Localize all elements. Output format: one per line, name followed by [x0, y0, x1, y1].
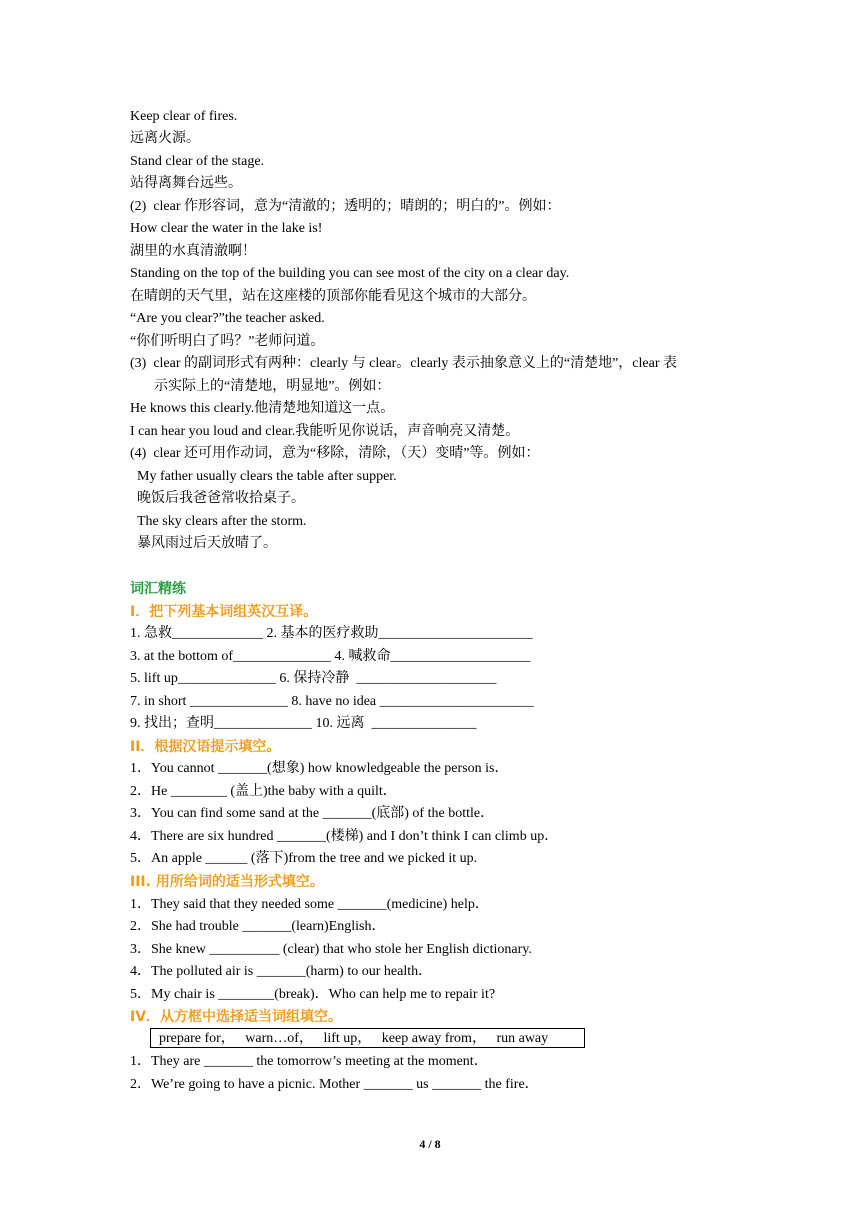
text-line: (2) clear 作形容词，意为“清澈的；透明的；晴朗的；明白的”。例如：	[130, 199, 561, 214]
exercise-item: 4．The polluted air is _______(harm) to our health．	[130, 964, 433, 979]
exercise-item: 1. 急救_____________ 2. 基本的医疗救助______________________	[130, 626, 533, 641]
text-line: My father usually clears the table after supper.	[137, 469, 397, 484]
page-number: 4 / 8	[419, 1137, 441, 1151]
section-title: 词汇精练	[130, 581, 186, 597]
text-line: 示实际上的“清楚地，明显地”。例如：	[154, 379, 391, 394]
text-line: 晚饭后我爸爸常收拾桌子。	[137, 491, 305, 506]
text-line: Keep clear of fires.	[130, 109, 238, 124]
exercise-item: 9. 找出；查明______________ 10. 远离 _______________	[130, 716, 477, 731]
part3-heading: III. 用所给词的适当形式填空。	[130, 874, 324, 890]
exercise-item: 1．You cannot _______(想象) how knowledgeable the person is．	[130, 761, 509, 776]
text-line: Standing on the top of the building you can see most of the city on a clear day.	[130, 266, 570, 281]
exercise-item: 3．You can find some sand at the _______(底部) of the bottle．	[130, 806, 495, 821]
text-line: The sky clears after the storm.	[137, 514, 307, 529]
word-box	[150, 1028, 585, 1048]
text-line: 在晴朗的天气里，站在这座楼的顶部你能看见这个城市的大部分。	[130, 289, 536, 304]
exercise-item: 7. in short ______________ 8. have no idea ______________________	[130, 694, 534, 709]
exercise-item: 3．She knew __________ (clear) that who stole her English dictionary.	[130, 942, 532, 957]
exercise-item: 4．There are six hundred _______(楼梯) and I don’t think I can climb up．	[130, 829, 559, 844]
text-line: (4) clear 还可用作动词，意为“移除，清除，（天）变晴”等。例如：	[130, 446, 540, 461]
exercise-item: 3. at the bottom of______________ 4. 喊救命____________________	[130, 649, 531, 664]
text-line: I can hear you loud and clear.我能听见你说话，声音响亮又清楚。	[130, 424, 520, 439]
exercise-item: 2．He ________ (盖上)the baby with a quilt．	[130, 784, 397, 799]
text-line: Stand clear of the stage.	[130, 154, 265, 169]
part4-heading: IV．从方框中选择适当词组填空。	[130, 1009, 343, 1025]
exercise-item: 2．She had trouble _______(learn)English．	[130, 919, 386, 934]
text-line: “Are you clear?”the teacher asked.	[130, 311, 325, 326]
exercise-item: 1．They are _______ the tomorrow’s meeting at the moment．	[130, 1054, 488, 1069]
exercise-item: 5．My chair is ________(break)．Who can help me to repair it?	[130, 987, 496, 1002]
text-line: 远离火源。	[130, 131, 200, 146]
text-line: (3) clear 的副词形式有两种：clearly 与 clear。clearly 表示抽象意义上的“清楚地”，clear 表	[130, 356, 677, 371]
text-line: He knows this clearly.他清楚地知道这一点。	[130, 401, 395, 416]
text-line: 湖里的水真清澈啊！	[130, 244, 256, 259]
word-box-text: prepare for， warn…of， lift up， keep away from， run away	[159, 1031, 549, 1046]
exercise-item: 2．We’re going to have a picnic. Mother _______ us _______ the fire．	[130, 1077, 539, 1092]
exercise-item: 5. lift up______________ 6. 保持冷静 ____________________	[130, 671, 497, 686]
text-line: 暴风雨过后天放晴了。	[137, 536, 277, 551]
text-line: 站得离舞台远些。	[130, 176, 242, 191]
part1-heading: I．把下列基本词组英汉互译。	[130, 604, 318, 620]
text-line: “你们听明白了吗？”老师问道。	[130, 334, 325, 349]
part2-heading: II．根据汉语提示填空。	[130, 739, 281, 755]
text-line: How clear the water in the lake is!	[130, 221, 323, 236]
exercise-item: 5．An apple ______ (落下)from the tree and we picked it up.	[130, 851, 478, 866]
exercise-item: 1．They said that they needed some _______(medicine) help．	[130, 897, 489, 912]
